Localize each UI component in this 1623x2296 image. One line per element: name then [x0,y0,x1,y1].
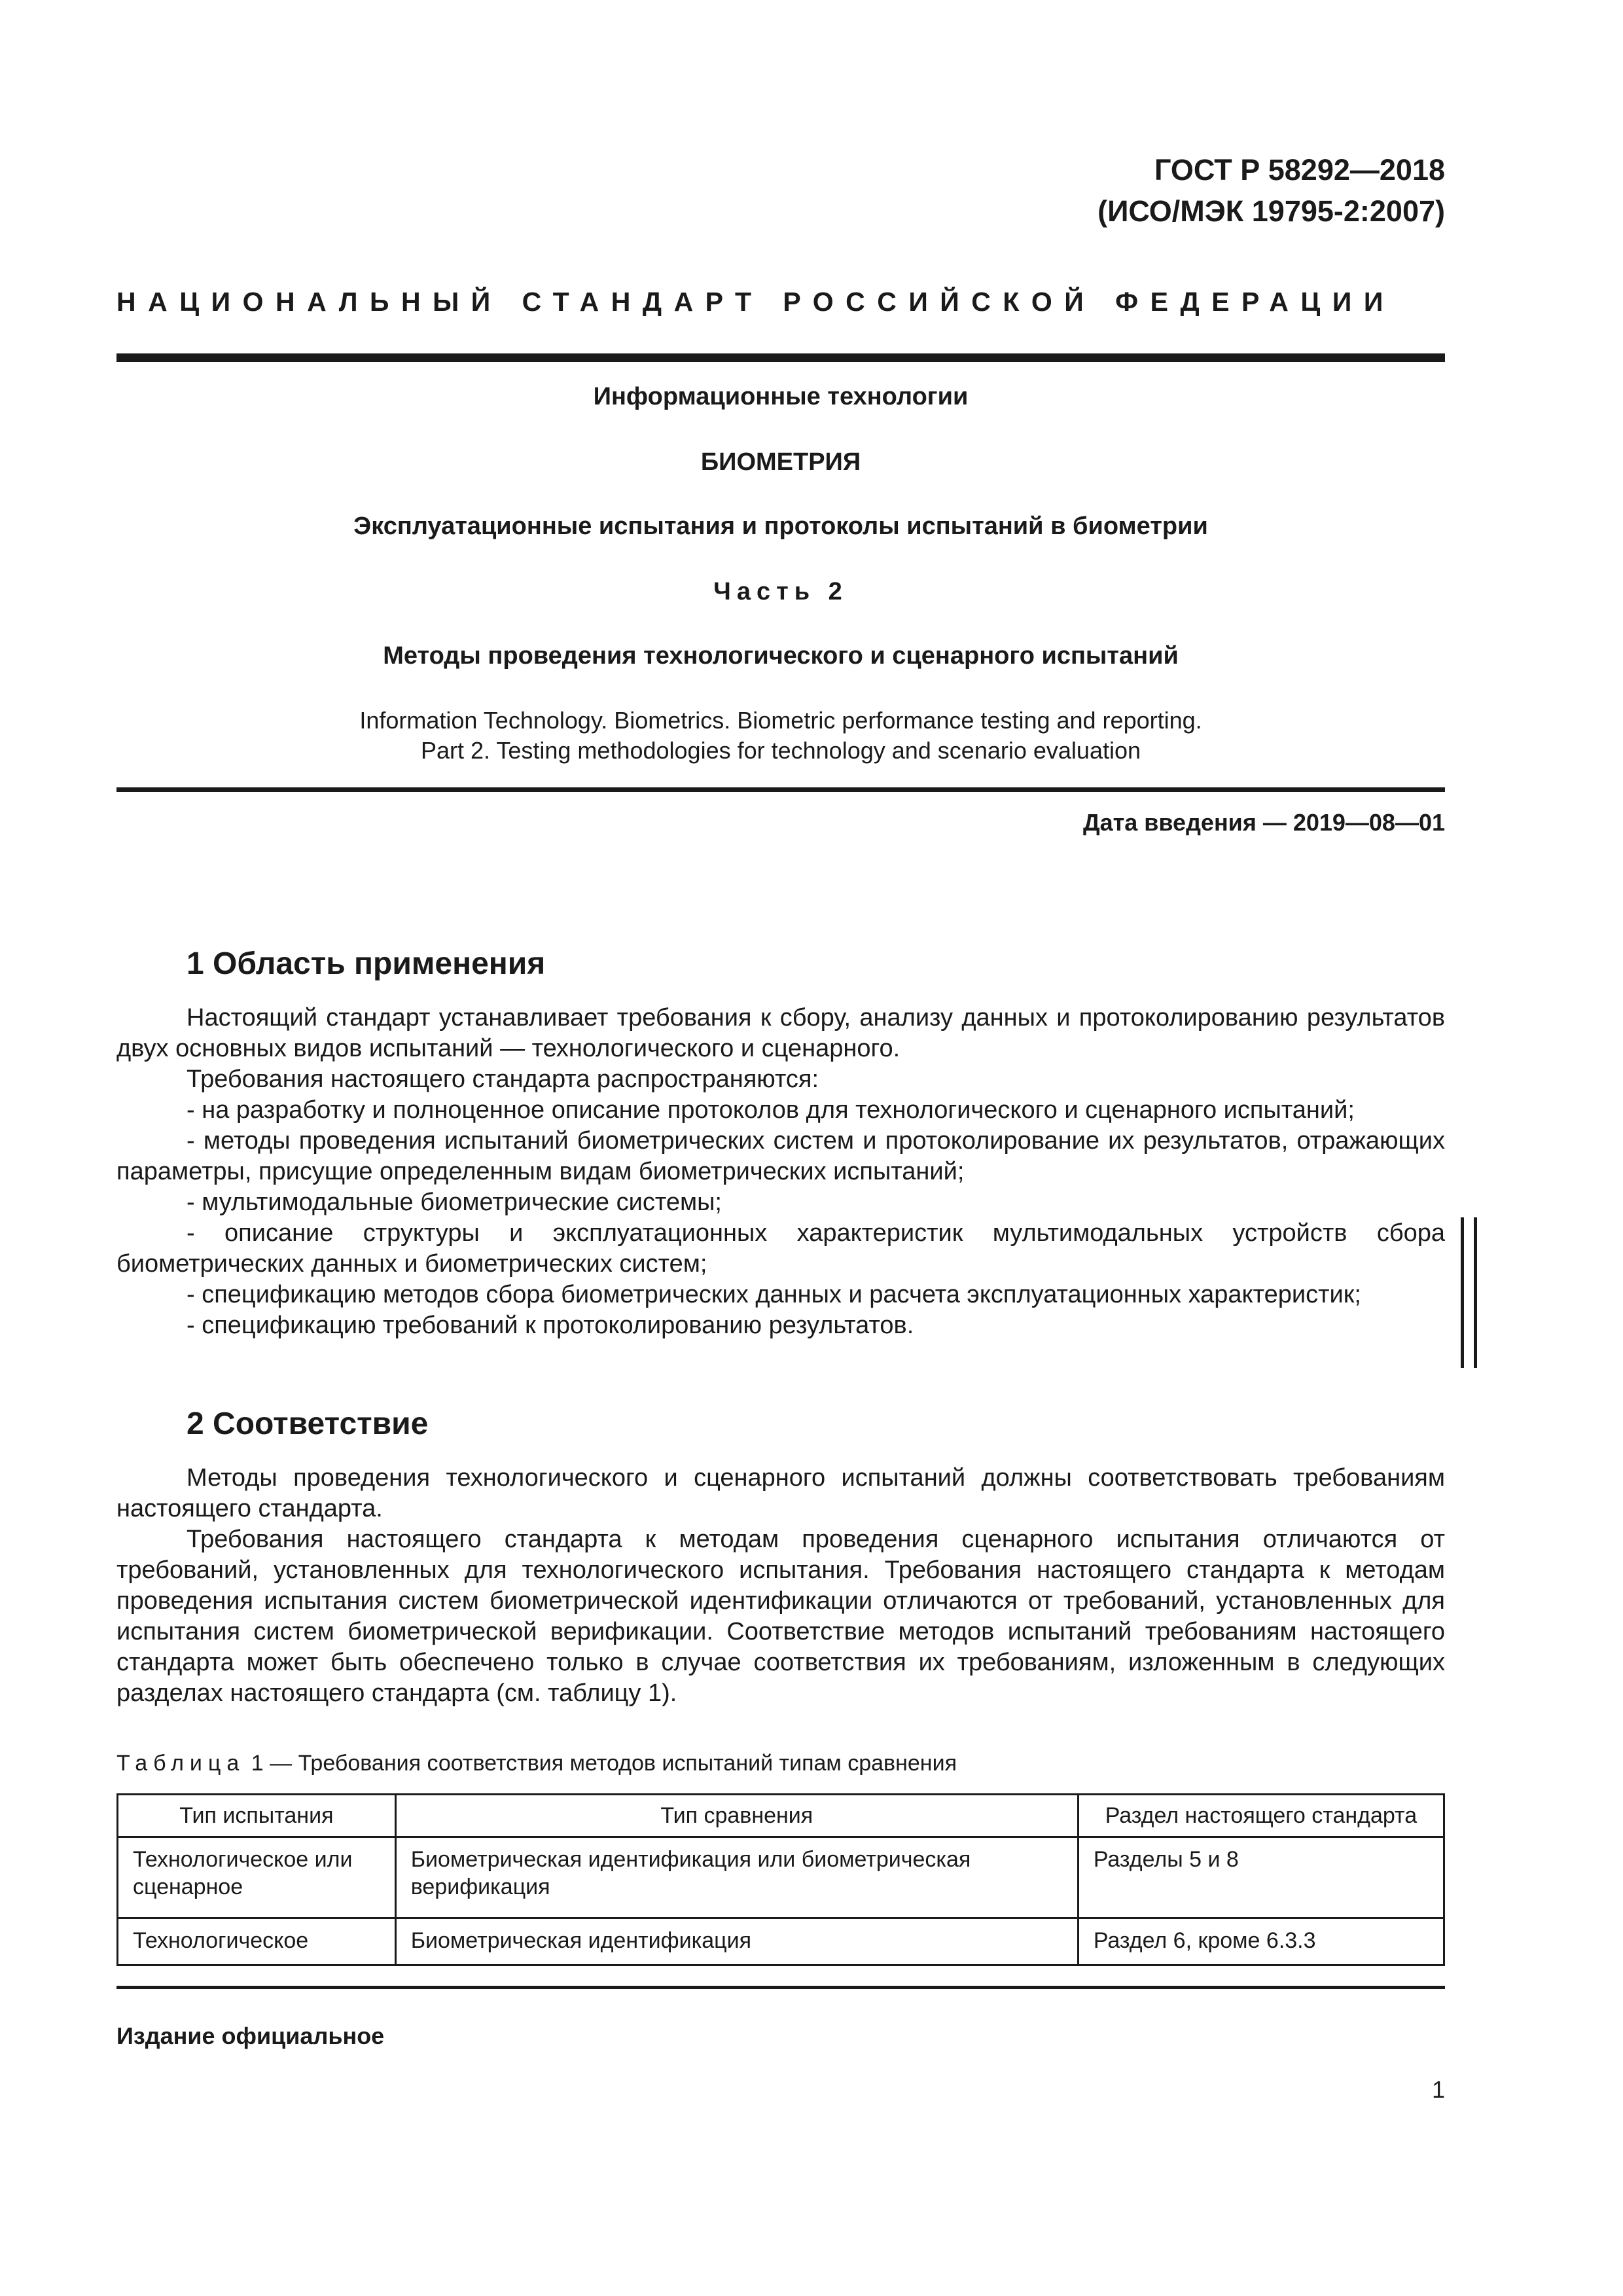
section-1-paragraph: Настоящий стандарт устанавливает требования к сбору, анализу данных и протоколированию результатов двух основных видов испытаний — технологического и сценарного. [116,1004,1445,1062]
english-title-line-1: Information Technology. Biometrics. Biometric performance testing and reporting. [359,707,1202,734]
english-title [116,706,1445,766]
table-cell: Технологическое [118,1918,396,1965]
section-2-paragraph: Методы проведения технологического и сценарного испытаний должны соответствовать требованиям настоящего стандарта. [116,1464,1445,1522]
table-cell: Технологическое или сценарное [118,1837,396,1918]
table-cell: Раздел 6, кроме 6.3.3 [1078,1918,1444,1965]
section-2-body [116,1463,1445,1709]
column-header: Раздел настоящего стандарта [1078,1795,1444,1837]
table-caption-text: 1 — Требования соответствия методов испытаний типам сравнения [251,1751,957,1776]
footer-rule [116,1986,1445,1989]
column-header: Тип сравнения [395,1795,1078,1837]
table-row [118,1918,1444,1965]
title-line-2: БИОМЕТРИЯ [700,448,861,476]
iso-reference: (ИСО/МЭК 19795-2:2007) [1097,194,1445,228]
section-1-list-item: - спецификацию требований к протоколированию результатов. [187,1312,914,1339]
title-line-4: Методы проведения технологического и сценарного испытаний [383,642,1179,670]
table-caption-label: Таблица [116,1751,245,1776]
section-1-heading: 1 Область применения [187,946,546,981]
title-bottom-rule [116,787,1445,792]
section-1-list-item: - мультимодальные биометрические системы; [187,1189,722,1216]
section-2-heading: 2 Соответствие [187,1407,429,1441]
change-bar-right [1474,1217,1477,1368]
introduction-date: Дата введения — 2019—08—01 [1082,809,1445,836]
header-thick-rule [116,353,1445,362]
section-1-list-item: - методы проведения испытаний биометрических систем и протоколирование их результатов, отражающих параметры, присущие определенным видам биометрических испытаний; [116,1127,1445,1185]
table-header-row [118,1795,1444,1837]
title-part: Часть 2 [713,578,848,605]
table-cell: Биометрическая идентификация [395,1918,1078,1965]
document-code [785,149,1445,232]
section-1-list-item: - на разработку и полноценное описание протоколов для технологического и сценарного испытаний; [187,1096,1355,1124]
title-line-3: Эксплуатационные испытания и протоколы испытаний в биометрии [353,512,1208,540]
table-row [118,1837,1444,1918]
title-line-1: Информационные технологии [593,383,969,410]
table-cell: Биометрическая идентификация или биометрическая верификация [395,1837,1078,1918]
section-1-body [116,1003,1445,1341]
section-1-paragraph: Требования настоящего стандарта распространяются: [187,1066,819,1093]
table-cell: Разделы 5 и 8 [1078,1837,1444,1918]
table-caption [116,1751,957,1776]
requirements-table [116,1793,1445,1966]
national-standard-heading: НАЦИОНАЛЬНЫЙ СТАНДАРТ РОССИЙСКОЙ ФЕДЕРАЦИИ [116,287,1395,317]
change-bar-left [1461,1217,1464,1368]
page-number: 1 [1431,2076,1445,2103]
gost-number: ГОСТ Р 58292—2018 [1154,153,1445,187]
english-title-line-2: Part 2. Testing methodologies for technology and scenario evaluation [420,737,1141,764]
section-1-list-item: - спецификацию методов сбора биометрических данных и расчета эксплуатационных характеристик; [187,1281,1361,1308]
edition-label: Издание официальное [116,2022,385,2049]
column-header: Тип испытания [118,1795,396,1837]
section-1-list-item: - описание структуры и эксплуатационных характеристик мультимодальных устройств сбора биометрических данных и биометрических систем; [116,1219,1445,1278]
section-2-paragraph: Требования настоящего стандарта к методам проведения сценарного испытания отличаются от требований, установленных для технологического испытания. Требования настоящего стандарта к методам проведения испытания систем биометрической идентификации отличаются от требований, установленных для испытания систем биометрической верификации. Соответствие методов испытаний требованиям настоящего стандарта может быть обеспечено только в случае соответствия их требованиям, изложенным в следующих разделах настоящего стандарта (см. таблицу 1). [116,1526,1445,1707]
